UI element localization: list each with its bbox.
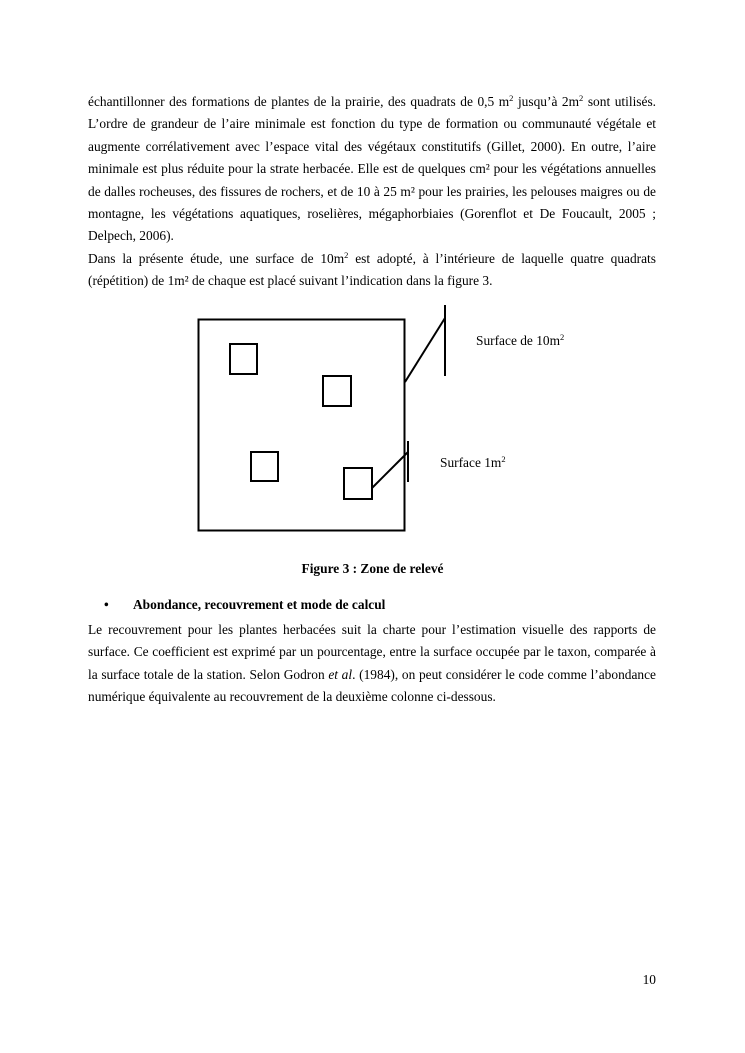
- page-number: 10: [642, 972, 656, 987]
- figure-caption: Figure 3 : Zone de relevé: [301, 561, 444, 576]
- label-surface-10m2: [476, 333, 564, 349]
- label-small-text: Surface 1m: [440, 455, 502, 470]
- p2-text-2: est adopté, à l’intérieure de laquelle quatre quadrats (répétition) de 1m² de chaque est placé suivant l’indication dans la figure 3.: [88, 251, 656, 289]
- section-heading-text: Abondance, recouvrement et mode de calcul: [133, 597, 386, 612]
- label-surface-1m2: [440, 455, 506, 471]
- p1-text-3: sont utilisés. L’ordre de grandeur de l’aire minimale est fonction du type de formation ou communauté végétale et augmente corrélativement avec l’espace vital des végétaux constitutifs (Gillet, 2000). En outre, l’aire minimale est plus réduite pour la strate herbacée. Elle est de quelques cm² pour les végétations annuelles de dalles rocheuses, des fissures de rochers, et de 10 à 25 m² pour les prairies, les pelouses maigres ou de montagne, les végétations aquatiques, roselières, mégaphorbiaies (Gorenflot et De Foucault, 2005 ; Delpech, 2006).: [88, 94, 656, 244]
- quadrat-1: [230, 344, 257, 374]
- quadrat-2: [323, 376, 351, 406]
- p1-sup-2: 2: [579, 93, 584, 103]
- label-small-sup: 2: [501, 454, 506, 464]
- p1-text-1: échantillonner des formations de plantes de la prairie, des quadrats de 0,5 m: [88, 94, 510, 109]
- label-large-text: Surface de 10m: [476, 333, 561, 348]
- p3-text-1: Le recouvrement pour les plantes herbacées suit la charte pour l’estimation visuelle des rapports de surface. Ce coefficient est exprimé par un pourcentage, entre la surface occupée par le taxon, comparée à la surface totale de la station. Selon Godron: [88, 622, 656, 682]
- leader-line-small: [372, 452, 408, 488]
- p2-text-1: Dans la présente étude, une surface de 10m: [88, 251, 345, 266]
- label-large-sup: 2: [560, 332, 565, 342]
- bullet-marker: •: [104, 597, 109, 612]
- p3-emphasis: et al: [328, 666, 353, 682]
- leader-line-large: [405, 318, 445, 382]
- quadrat-3: [251, 452, 278, 481]
- p2-sup-1: 2: [344, 250, 349, 260]
- p1-text-2: jusqu’à 2m: [513, 94, 580, 109]
- p1-sup-1: 2: [509, 93, 514, 103]
- quadrat-4: [344, 468, 372, 499]
- section-heading: [104, 597, 385, 613]
- p3-text-2: . (1984), on peut considérer le code comme l’abondance numérique équivalente au recouvrement de la deuxième colonne ci-dessous.: [88, 666, 656, 705]
- paragraph-recouvrement: [88, 619, 656, 709]
